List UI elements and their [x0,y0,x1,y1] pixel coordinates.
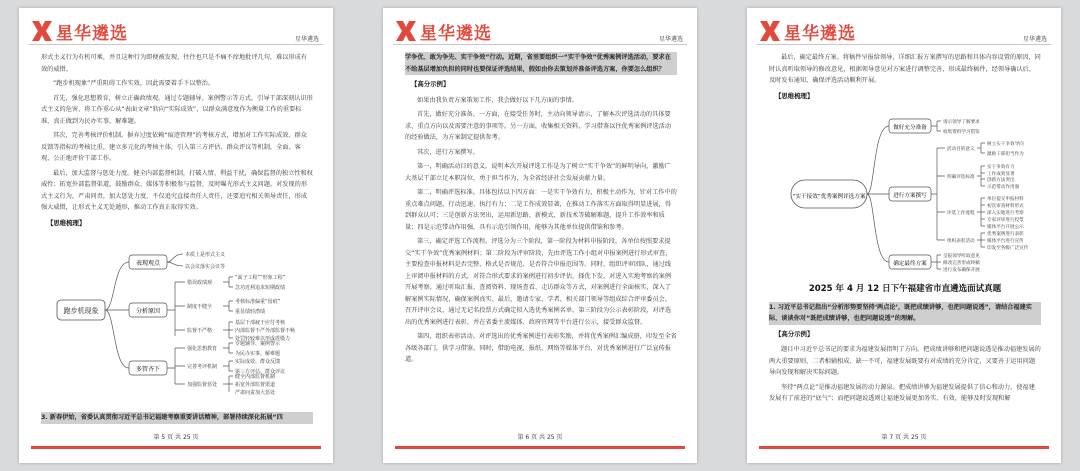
mindmap-leaf: 媒体平台开展公示 [987,225,1024,230]
mindmap-leaf: 印发至各级广泛宣传 [987,246,1029,251]
mindmap-leaf: 进行发布确保开展 [943,268,980,273]
mindmap-sub: 错误政绩观 [187,280,213,286]
mindmap-leaf: 严肃问责加大惩处 [235,390,276,396]
mindmap-leaf: “面子工程”“形象工程” [235,275,286,281]
mindmap-leaf: 专家评审进行投票 [987,218,1024,223]
mindmap-sub: 评选工作流程 [947,211,975,216]
x-logo-icon [31,20,53,42]
mindmap-leaf: 拓宽外部监督渠道 [235,382,276,388]
mindmap-leaf: 媒体平台进行宣传 [987,239,1024,244]
header-label: 星华遴选 [1022,36,1047,43]
paragraph: 最后，确定最终方案。将稿件呈报给领导，详细汇报方案撰写的思路和具体内容设置的原因，同时认真听取领导的修改意见，根据领导意见对方案进行调整完善，形成最终稿件，经领导确认后，及时发布通知，确保评选活动顺利开展。 [769,54,1041,84]
mindmap-branch: 分析原因 [135,308,161,315]
section-tag: 【思维梳理】 [775,91,814,100]
header-label: 星华遴选 [294,36,319,43]
paragraph: 形式主义行为有机可乘，并且这种行为即便被发现，往往也只是不痛不痒地批评几句，难以形成有效的威慑。 [41,54,308,73]
mindmap-leaf: 修改完善形成终稿 [943,261,980,266]
mindmap-leaf: 内部监督不严外部监督不畅 [235,328,296,334]
footer-bar [759,446,1049,449]
mindmap-leaf: 请示领导了解要求 [943,120,980,125]
mindmap-leaf: 初次审查材料形式 [987,204,1024,209]
paragraph: 坚持“两点论”是推动福建发展的动力源泉。把成绩讲够为福建发展提供了信心和动力，使福建发展有了前进的“底气”；而把问题说透则让福建发展更加务实、有效，能够及时发现和解 [769,383,1035,402]
mindmap-leaf: 单位提交申报材料 [987,197,1024,202]
mindmap-leaf: 以会议落实会议等 [185,264,226,270]
paragraph: 第三，确定评选工作流程。评选分为三个阶段，第一阶段为材料申报阶段，各单位按照要求提交“实干争效”优秀案例材料；第二阶段为评审阶段，先由评选工作小组对申报案例进行形式审查，主要检查申报材料是否完整、格式是否规范、是否符合申报范围等。同时，组织评审团队，通过线上审阅申报材料的方式，对符合形式要求的案例进行初步评估，择优下发。对进入实地考察的案例开展考察，通过听取汇报、查阅资料、现场查看、走访群众等方式，对案例进行全面核实，深入了解案例实际情况，确保案例真实、最后，邀请专家、学者、相关部门领导等组成综合评审委员会，召开评审会议，通过无记名投票方式确定拟入选优秀案例名单。第三阶段为公示表彰阶段，对评选出的优秀案例进行表彰，并在省委主流媒体、政府官网等平台进行公示，接受群众监督。 [405,238,672,326]
paragraph: 其次，完善考核评价机制。摒弃过度依赖“痕迹管理”的考核方式，增加对工作实际成效、群众反馈等指标的考核比重，建立多元化的考核主体，引入第三方评估、群众评议等机制，全面、客观、公正地评价干部工作。 [41,132,307,162]
mindmap-leaf: 激励干部担当作为 [987,152,1024,157]
mindmap-leaf: 本质上是形式主义 [185,252,226,258]
paragraph: 最后，加大监督与惩处力度。健全内部监督机制，打破人情、利益干扰，确保监督的独立性和权威性；拓宽外部监督渠道，鼓励群众、媒体等积极参与监督，及时曝光形式主义问题。对发现的形式主义行为，严肃问责，加大惩处力度，不仅追究直接责任人责任，还要追究相关领导责任，形成强大威慑，让形式主义无处遁形，推动工作真正取得实效。 [41,169,313,211]
paragraph: 首先，做好充分准备。一方面，在接受任务时，主动向领导请示，了解本次评选活动的具体要求、重点方向以及需要注意的事项等。另一方面，收集相关资料，学习借鉴以往优秀案例评选活动的经验做法，为方案制定提供参考。 [405,111,672,141]
mindmap-leaf: 考核标准偏重“留痕” [235,299,281,305]
brand-name: 星华遴选 [420,23,492,44]
mindmap-sub: 加强监督惩处 [187,382,218,388]
mindmap-sub: 制度不健全 [187,304,213,310]
section-tag: 【思维梳理】 [47,218,86,227]
document-page-7 [747,8,1061,463]
mindmap-leaf: 急功近利追求短期政绩 [235,285,286,291]
mindmap-sub: 明确评选标准 [947,175,975,180]
document-page-6 [383,8,697,463]
mindmap-sub: 活动目的意义 [947,147,975,152]
mindmap-page7 [761,112,1051,272]
mindmap-branch: 表现观点 [135,260,161,267]
mindmap-leaf: 深入实地进行考察 [987,211,1024,216]
mindmap-sub: 监督不严格 [187,328,213,334]
mindmap-leaf: 树立实干争效导向 [987,142,1024,147]
mindmap-branch: 多管齐下 [135,366,161,373]
brand-logo [31,20,128,42]
mindmap-page5 [35,242,319,396]
mindmap-branch: 进行方案撰写 [893,193,927,199]
section-tag: 【高分示例】 [411,80,450,88]
mindmap-leaf: 优秀案例进行表彰 [987,232,1024,237]
brand-logo [395,20,492,42]
mindmap-leaf: 为民办实事、解难题 [235,351,281,357]
brand-name: 星华遴选 [56,23,128,44]
mindmap-leaf: 实干争效有力 [987,165,1015,170]
mindmap-branch: 确定最终方案 [893,261,927,267]
mindmap-leaf: 专题辅导、案例警示 [235,341,281,347]
mindmap-leaf: 处罚轻较难以形成震慑力 [235,336,291,342]
paragraph: 第二，明确评选标准。具体包括以下四方面：一是实干争效有力，积极主动作为，针对工作中的重点难点问题，行动迅速、执行有力；二是工作成效显著，在推动工作落实方面取得明显进展，得到群众认可；三是创新方法突出，运用新思路、新模式、新技术等破解难题，提升工作效率和质量；四是示范带动作用强，具有示范引领作用，能够为其他单位提供借鉴和参考。 [405,189,677,231]
mindmap-leaf: 收集资料学习借鉴 [943,130,980,135]
header-label: 星华遴选 [658,36,683,43]
brand-logo [759,20,856,42]
paragraph: 首先，强化思想教育，树立正确政绩观。通过专题辅导、案例警示等方式，引导干部深刻认识形式主义的危害，将工作重心从“表面文章”转向“实际成效”，以群众满意度作为衡量工作的重要标准，真正做到为民办实事、解难题。 [41,94,313,125]
mindmap-leaf: 创新方法突出 [987,178,1015,183]
mindmap-leaf: 实际成效、群众反馈 [235,359,281,365]
exam-section-title: 2025 年 4 月 12 日下午福建省市直遴选面试真题 [808,284,1002,294]
x-logo-icon [759,20,781,42]
mindmap-sub: 组织表彰活动 [947,239,975,244]
highlighted-question: 学争优、敢为争先、实干争效”行动。近期，省里要组织一“实干争效”优秀案例评选活动，要求在不给基层增加负担的同时也要保证评选结果，假如由你去策划并准备评选方案，你要怎么组织？ [405,52,677,75]
mindmap-leaf: 第三方评估、群众评议 [235,369,286,375]
brand-name: 星华遴选 [784,23,856,44]
paragraph: “跑步机现象”严重阻碍工作实效，因此需要着手下以整治。 [53,80,215,87]
mindmap-branch: 做好充分准备 [893,125,927,131]
page-number: 第 6 页 共 25 页 [383,432,697,441]
mindmap-root: 跑步机现象 [63,307,99,315]
x-logo-icon [395,20,417,42]
mindmap-leaf: 示范带动作用强 [987,185,1020,190]
page-number: 第 7 页 共 25 页 [747,432,1061,441]
paragraph: 如果由我负责方案策划工作，我会做好以下几方面的事情。 [417,96,578,104]
footer-bar [31,446,321,449]
page-number: 第 5 页 共 25 页 [153,434,199,441]
footer-bar [395,446,685,449]
highlighted-question: 1. 习近平总书记指出“分析形势要坚持‘两点论’，既把成绩讲够，也把问题说透”，请结合福建实际，谈谈你对“既把成绩讲够，也把问题说透”的理解。 [769,302,1041,325]
paragraph: 题目中习近平总书记的要求为福建发展指明了方向。把成绩讲够和把问题说透是推动福建发展的两大重要原则，二者相辅相成、缺一不可，福建发展既要有对成绩的充分肯定，又要善于运用问题导向发现和解决实际问题。 [769,346,1041,376]
mindmap-leaf: 工作成效显著 [987,172,1015,177]
paragraph: 其次，进行方案撰写。 [417,148,479,156]
paragraph: 第四，组织表彰活动。对评选出的优秀案例进行表彰奖励，并将优秀案例汇编成册，印发至全省各级各部门，供学习借鉴。同时，借助电视、报纸、网络等媒体平台，对优秀案例进行广泛宣传报道。 [405,333,677,363]
section-tag: 【高分示例】 [775,329,814,338]
mindmap-leaf: 健全内部监督机制 [235,374,276,380]
document-page-5 [19,8,333,463]
mindmap-sub: 完善考评机制 [187,364,218,370]
mindmap-leaf: 呈报领导听取意见 [943,254,980,259]
mindmap-root: “实干接效”优秀案例评选方案 [792,194,866,200]
mindmap-leaf: 基层干部疲于应付考核 [235,320,286,326]
highlighted-question: 3. 新春伊始，省委认真贯彻习近平总书记福建考察重要讲话精神，部署持续深化拓展“四 [41,412,313,424]
mindmap-leaf: 重显绩轻潜绩 [235,309,266,315]
paragraph: 第一，明确活动目的意义。说明本次开展评选工作是为了树立“实干争效”的鲜明导向，激励广大基层干部立足本职岗位，勇于担当作为，为全省经济社会发展贡献力量。 [405,163,671,182]
mindmap-sub: 强化思想教育 [187,346,218,352]
